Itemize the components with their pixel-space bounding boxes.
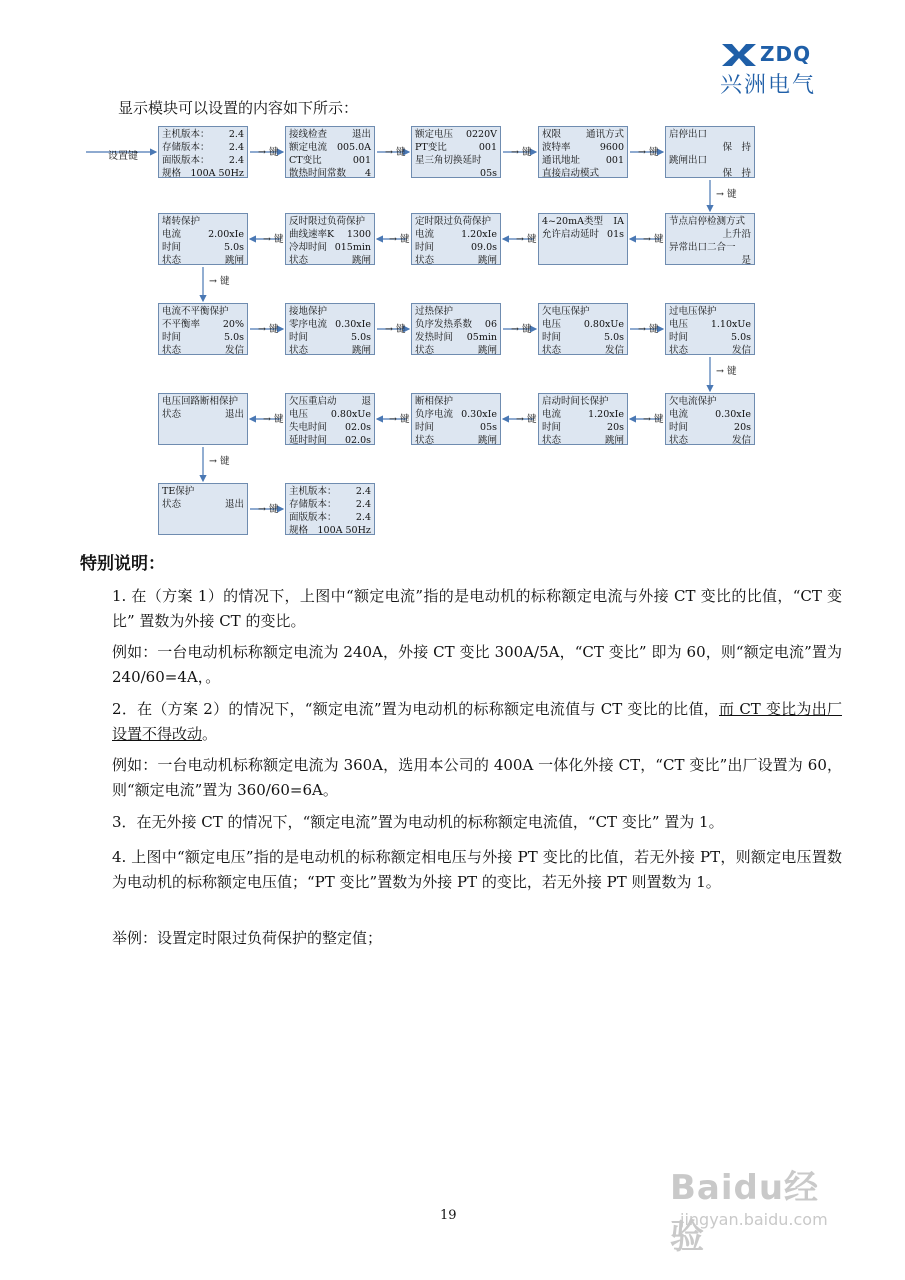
- box-row: [669, 154, 751, 167]
- box-row: [669, 241, 751, 254]
- box-row-value: 2.4: [228, 155, 244, 166]
- settings-screen-box: [411, 303, 501, 355]
- box-row: [162, 305, 244, 318]
- box-row: [162, 254, 244, 265]
- box-row-label: 存储版本：: [162, 142, 210, 153]
- settings-screen-box: [158, 213, 248, 265]
- box-row: [162, 408, 244, 421]
- box-row-label: 电流: [669, 409, 689, 420]
- box-row-value: 2.4: [228, 129, 244, 140]
- box-row-label: 状态: [162, 499, 182, 510]
- box-row-value: 发信: [224, 345, 244, 355]
- key-label: → 键: [511, 324, 532, 335]
- watermark-url: jingyan.baidu.com: [680, 1210, 828, 1229]
- box-row-label: 堵转保护: [162, 216, 201, 227]
- box-row-value: 02.0s: [344, 422, 371, 433]
- box-row-label: 欠电流保护: [669, 396, 717, 407]
- box-row-label: 通讯地址: [542, 155, 581, 166]
- box-row-value: 001: [352, 155, 371, 166]
- settings-screen-box: [285, 393, 375, 445]
- box-row: [415, 395, 497, 408]
- box-row: [415, 408, 497, 421]
- box-row-label: 面版版本：: [289, 512, 337, 523]
- box-row-label: 规格 100A 50Hz: [289, 525, 371, 535]
- logo-brand-text: ZDQ: [760, 42, 812, 66]
- box-row: [415, 154, 497, 167]
- box-row-label: 时间: [542, 422, 562, 433]
- settings-screen-box: [538, 213, 628, 265]
- logo-chinese-text: 兴洲电气: [720, 73, 817, 98]
- box-row-value: 5.0s: [224, 332, 244, 343]
- key-label: → 键: [209, 456, 230, 467]
- box-row: [289, 524, 371, 535]
- box-row-value: 2.4: [355, 486, 371, 497]
- box-row-label: 接地保护: [289, 306, 328, 317]
- box-row-label: 电压: [289, 409, 309, 420]
- box-row: [669, 344, 751, 355]
- box-row: [162, 344, 244, 355]
- settings-screen-box: [411, 126, 501, 178]
- key-label: → 键: [716, 189, 737, 200]
- box-row: [289, 331, 371, 344]
- box-row-label: 状态: [415, 345, 435, 355]
- box-row-label: 面版版本：: [162, 155, 210, 166]
- box-row-label: 波特率: [542, 142, 571, 153]
- box-row: [415, 215, 497, 228]
- box-row: [162, 228, 244, 241]
- key-label: → 键: [511, 147, 532, 158]
- settings-screen-box: [411, 213, 501, 265]
- settings-screen-box: [158, 126, 248, 178]
- box-row-label: 状态: [162, 345, 182, 355]
- box-row-label: 不平衡率: [162, 319, 201, 330]
- box-row: [162, 215, 244, 228]
- box-row: [289, 167, 371, 178]
- box-row-value: 01s: [607, 229, 624, 240]
- note-3: 3．在无外接 CT 的情况下，“额定电流”置为电动机的标称额定电流值，“CT 变比” 置为 1。: [112, 813, 724, 831]
- box-row-label: 负序电流: [415, 409, 454, 420]
- box-row-label: 4~20mA类型: [542, 216, 603, 227]
- box-row: [415, 318, 497, 331]
- key-label: → 键: [716, 366, 737, 377]
- key-label: → 键: [389, 414, 410, 425]
- box-row: [289, 128, 371, 141]
- settings-screen-box: [158, 303, 248, 355]
- box-row-label: 主机版本：: [162, 129, 210, 140]
- box-row: [542, 434, 624, 445]
- box-row-label: 状态: [289, 345, 309, 355]
- note-2: [112, 697, 842, 747]
- box-row-value: 0220V: [465, 129, 497, 140]
- box-row-label: 电压回路断相保护: [162, 396, 239, 407]
- box-row-label: 权限: [542, 129, 562, 140]
- settings-screen-box: [538, 303, 628, 355]
- box-row: [415, 228, 497, 241]
- box-row-label: 星三角切换延时: [415, 155, 482, 166]
- box-row-label: 状态: [415, 255, 435, 265]
- box-row-label: 额定电流: [289, 142, 328, 153]
- box-row-label: 散热时间常数: [289, 168, 347, 178]
- box-row-value: 2.4: [228, 142, 244, 153]
- box-row-value: 跳闸: [604, 435, 624, 445]
- box-row-label: 状态: [542, 435, 562, 445]
- box-row-value: 05min: [466, 332, 497, 343]
- box-row: [162, 128, 244, 141]
- settings-screen-box: [665, 126, 755, 178]
- box-row-value: 退出: [351, 129, 371, 140]
- box-row: [542, 395, 624, 408]
- box-row: [542, 215, 624, 228]
- box-row-label: CT变比: [289, 155, 322, 166]
- key-label: → 键: [258, 324, 279, 335]
- box-row-label: 时间: [669, 332, 689, 343]
- box-row: [542, 128, 624, 141]
- box-row-value: 06: [484, 319, 497, 330]
- box-row-value: 20%: [222, 319, 244, 330]
- settings-screen-box: [665, 303, 755, 355]
- box-row: [289, 344, 371, 355]
- box-row: [669, 215, 751, 228]
- note-2-underlined: 而 CT 变比为出厂设置不得改动: [112, 700, 842, 743]
- box-row: [289, 421, 371, 434]
- box-row: [542, 421, 624, 434]
- box-row-value: 跳闸: [477, 345, 497, 355]
- box-row-value: 9600: [599, 142, 624, 153]
- box-row-label: 电压: [542, 319, 562, 330]
- box-row: [669, 421, 751, 434]
- box-row-label: 过热保护: [415, 306, 454, 317]
- box-row-label: 时间: [415, 242, 435, 253]
- key-label: → 键: [643, 234, 664, 245]
- box-row: [542, 228, 624, 241]
- key-label: → 键: [638, 324, 659, 335]
- box-row: [162, 167, 244, 178]
- settings-screen-box: [665, 393, 755, 445]
- box-row: [542, 141, 624, 154]
- box-row-label: 存储版本：: [289, 499, 337, 510]
- box-row: [289, 154, 371, 167]
- box-row-value: 005.0A: [336, 142, 371, 153]
- settings-screen-box: [158, 483, 248, 535]
- box-row-value: 2.4: [355, 512, 371, 523]
- box-row-label: 接线检查: [289, 129, 328, 140]
- example-heading: 举例：设置定时限过负荷保护的整定值；: [112, 929, 383, 947]
- box-row-label: 直接启动模式: [542, 168, 600, 178]
- box-row-label: 节点启停检测方式: [669, 216, 746, 227]
- box-row-label: 时间: [162, 332, 182, 343]
- flow-arrows: [0, 0, 905, 560]
- box-row-value: 001: [605, 155, 624, 166]
- box-row-label: 曲线速率K: [289, 229, 335, 240]
- box-row: [162, 485, 244, 498]
- box-row: [162, 395, 244, 408]
- box-row-value: 1.20xIe: [588, 409, 624, 420]
- box-row-value: 5.0s: [224, 242, 244, 253]
- settings-screen-box: [285, 126, 375, 178]
- key-label: → 键: [385, 147, 406, 158]
- box-row-label: 反时限过负荷保护: [289, 216, 366, 227]
- box-row-label: 异常出口二合一: [669, 242, 736, 253]
- start-key-label: 设置键: [108, 151, 138, 162]
- box-row-value: 0.80xUe: [330, 409, 371, 420]
- box-row-value: 是: [741, 255, 751, 265]
- box-row-label: 冷却时间: [289, 242, 328, 253]
- box-row-label: 启动时间长保护: [542, 396, 609, 407]
- box-row-label: 时间: [415, 422, 435, 433]
- box-row-value: 发信: [731, 435, 751, 445]
- box-row-label: 过电压保护: [669, 306, 717, 317]
- box-row-label: 延时时间: [289, 435, 328, 445]
- box-row: [289, 228, 371, 241]
- box-row-label: 电压: [669, 319, 689, 330]
- box-row-label: 时间: [289, 332, 309, 343]
- box-row: [289, 215, 371, 228]
- box-row: [415, 421, 497, 434]
- box-row-value: 05s: [480, 422, 497, 433]
- box-row-label: 状态: [415, 435, 435, 445]
- box-row: [415, 167, 497, 178]
- intro-text: 显示模块可以设置的内容如下所示：: [118, 99, 359, 117]
- settings-screen-box: [665, 213, 755, 265]
- box-row: [162, 498, 244, 511]
- key-label: → 键: [258, 504, 279, 515]
- box-row-label: 启停出口: [669, 129, 708, 140]
- box-row-value: 4: [364, 168, 371, 178]
- box-row-label: 状态: [542, 345, 562, 355]
- box-row: [162, 154, 244, 167]
- box-row-value: 0.30xIe: [461, 409, 497, 420]
- box-row-value: 1.10xUe: [710, 319, 751, 330]
- box-row-value: 5.0s: [604, 332, 624, 343]
- box-row-label: 规格 100A 50Hz: [162, 168, 244, 178]
- box-row: [415, 434, 497, 445]
- settings-screen-box: [285, 303, 375, 355]
- example-2: 例如：一台电动机标称额定电流为 360A，选用本公司的 400A 一体化外接 CT，“CT 变比”出厂设置为 60，则“额定电流”置为 360/60=6A。: [112, 756, 842, 799]
- box-row-label: 时间: [669, 422, 689, 433]
- box-row-value: 2.00xIe: [208, 229, 244, 240]
- box-row-label: PT变比: [415, 142, 447, 153]
- box-row-value: 跳闸: [477, 435, 497, 445]
- box-row: [669, 128, 751, 141]
- box-row: [669, 254, 751, 265]
- box-row: [289, 485, 371, 498]
- box-row-value: 跳闸: [224, 255, 244, 265]
- settings-screen-box: [285, 213, 375, 265]
- box-row-label: 负序发热系数: [415, 319, 473, 330]
- note-4: 4. 上图中“额定电压”指的是电动机的标称额定相电压与外接 PT 变比的比值，若无外接 PT，则额定电压置数为电动机的标称额定电压值；“PT 变比”置数为外接 PT 的变比，若无外接 PT 则置数为 1。: [112, 848, 842, 891]
- box-row-value: 1300: [346, 229, 371, 240]
- box-row-label: 电流: [542, 409, 562, 420]
- box-row-value: 退出: [224, 499, 244, 510]
- box-row-label: 状态: [162, 409, 182, 420]
- page-number: 19: [440, 1208, 457, 1223]
- box-row: [415, 241, 497, 254]
- box-row: [542, 154, 624, 167]
- box-row: [669, 434, 751, 445]
- box-row-value: 跳闸: [351, 255, 371, 265]
- box-row-value: 2.4: [355, 499, 371, 510]
- key-label: → 键: [643, 414, 664, 425]
- settings-screen-box: [538, 126, 628, 178]
- box-row-value: 015min: [334, 242, 371, 253]
- box-row: [542, 344, 624, 355]
- box-row-label: 电流: [415, 229, 435, 240]
- box-row-value: 发信: [604, 345, 624, 355]
- box-row-label: 状态: [669, 435, 689, 445]
- box-row: [415, 305, 497, 318]
- box-row-value: 0.30xIe: [715, 409, 751, 420]
- box-row: [289, 395, 371, 408]
- box-row: [289, 498, 371, 511]
- box-row: [289, 254, 371, 265]
- settings-screen-box: [411, 393, 501, 445]
- box-row-value: 跳闸: [477, 255, 497, 265]
- key-label: → 键: [638, 147, 659, 158]
- box-row-label: 额定电压: [415, 129, 454, 140]
- box-row: [542, 331, 624, 344]
- box-row: [289, 241, 371, 254]
- box-row-label: TE保护: [162, 486, 195, 497]
- box-row-value: 02.0s: [344, 435, 371, 445]
- box-row-label: 状态: [162, 255, 182, 265]
- box-row-value: 发信: [731, 345, 751, 355]
- box-row: [415, 331, 497, 344]
- box-row-value: 1.20xIe: [461, 229, 497, 240]
- box-row-label: 电流不平衡保护: [162, 306, 229, 317]
- box-row: [669, 395, 751, 408]
- box-row: [289, 141, 371, 154]
- box-row-value: 09.0s: [470, 242, 497, 253]
- box-row: [669, 318, 751, 331]
- box-row: [669, 331, 751, 344]
- box-row-label: 电流: [162, 229, 182, 240]
- key-label: → 键: [516, 414, 537, 425]
- box-row: [162, 141, 244, 154]
- box-row: [542, 318, 624, 331]
- box-row-label: 时间: [542, 332, 562, 343]
- box-row-value: 5.0s: [351, 332, 371, 343]
- example-1: 例如：一台电动机标称额定电流为 240A，外接 CT 变比 300A/5A，“CT 变比” 即为 60，则“额定电流”置为 240/60=4A，。: [112, 643, 842, 686]
- box-row-label: 状态: [289, 255, 309, 265]
- box-row: [415, 141, 497, 154]
- box-row-label: 失电时间: [289, 422, 328, 433]
- key-label: → 键: [258, 147, 279, 158]
- box-row: [669, 141, 751, 154]
- box-row-value: 退出: [224, 409, 244, 420]
- box-row-value: 保 持: [722, 142, 751, 153]
- box-row: [542, 305, 624, 318]
- box-row-label: 时间: [162, 242, 182, 253]
- box-row-label: 定时限过负荷保护: [415, 216, 492, 227]
- box-row-label: 状态: [669, 345, 689, 355]
- key-label: → 键: [263, 234, 284, 245]
- box-row: [162, 318, 244, 331]
- box-row-value: 退: [361, 396, 371, 407]
- box-row-label: 零序电流: [289, 319, 328, 330]
- box-row-label: 跳闸出口: [669, 155, 708, 166]
- box-row-value: 保 持: [722, 168, 751, 178]
- box-row: [542, 408, 624, 421]
- box-row-label: 欠电压保护: [542, 306, 590, 317]
- box-row: [669, 167, 751, 178]
- box-row-value: 20s: [607, 422, 624, 433]
- box-row-value: 001: [478, 142, 497, 153]
- box-row: [669, 408, 751, 421]
- box-row: [289, 434, 371, 445]
- box-row: [289, 318, 371, 331]
- note-2-end: 。: [202, 725, 218, 743]
- box-row: [669, 228, 751, 241]
- box-row: [415, 128, 497, 141]
- box-row-value: 跳闸: [351, 345, 371, 355]
- box-row: [415, 344, 497, 355]
- special-notes-title: 特别说明：: [80, 554, 165, 574]
- note-2-text: 2．在（方案 2）的情况下，“额定电流”置为电动机的标称额定电流值与 CT 变比的比值，: [112, 700, 719, 718]
- key-label: → 键: [385, 324, 406, 335]
- box-row: [415, 254, 497, 265]
- key-label: → 键: [209, 276, 230, 287]
- watermark-logo-text: Baidu经验: [670, 1168, 820, 1257]
- box-row-label: 欠压重启动: [289, 396, 337, 407]
- key-label: → 键: [263, 414, 284, 425]
- settings-screen-box: [538, 393, 628, 445]
- settings-screen-box: [158, 393, 248, 445]
- box-row-value: 通讯方式: [585, 129, 624, 140]
- box-row-value: 20s: [734, 422, 751, 433]
- box-row-value: 5.0s: [731, 332, 751, 343]
- box-row: [669, 305, 751, 318]
- box-row-value: 上升沿: [722, 229, 751, 240]
- box-row: [162, 331, 244, 344]
- box-row-label: 允许启动延时: [542, 229, 600, 240]
- key-label: → 键: [516, 234, 537, 245]
- box-row: [289, 511, 371, 524]
- box-row-value: 0.30xIe: [335, 319, 371, 330]
- settings-screen-box: [285, 483, 375, 535]
- box-row: [542, 167, 624, 178]
- box-row-label: 主机版本：: [289, 486, 337, 497]
- box-row-value: IA: [613, 216, 624, 227]
- box-row: [289, 305, 371, 318]
- box-row: [162, 241, 244, 254]
- box-row-value: 0.80xUe: [583, 319, 624, 330]
- box-row: [289, 408, 371, 421]
- key-label: → 键: [389, 234, 410, 245]
- watermark: [640, 1160, 850, 1257]
- box-row-label: 断相保护: [415, 396, 454, 407]
- note-1: 1. 在（方案 1）的情况下，上图中“额定电流”指的是电动机的标称额定电流与外接 CT 变比的比值，“CT 变比” 置数为外接 CT 的变比。: [112, 587, 842, 630]
- box-row-value: 05s: [480, 168, 497, 178]
- box-row-label: 发热时间: [415, 332, 454, 343]
